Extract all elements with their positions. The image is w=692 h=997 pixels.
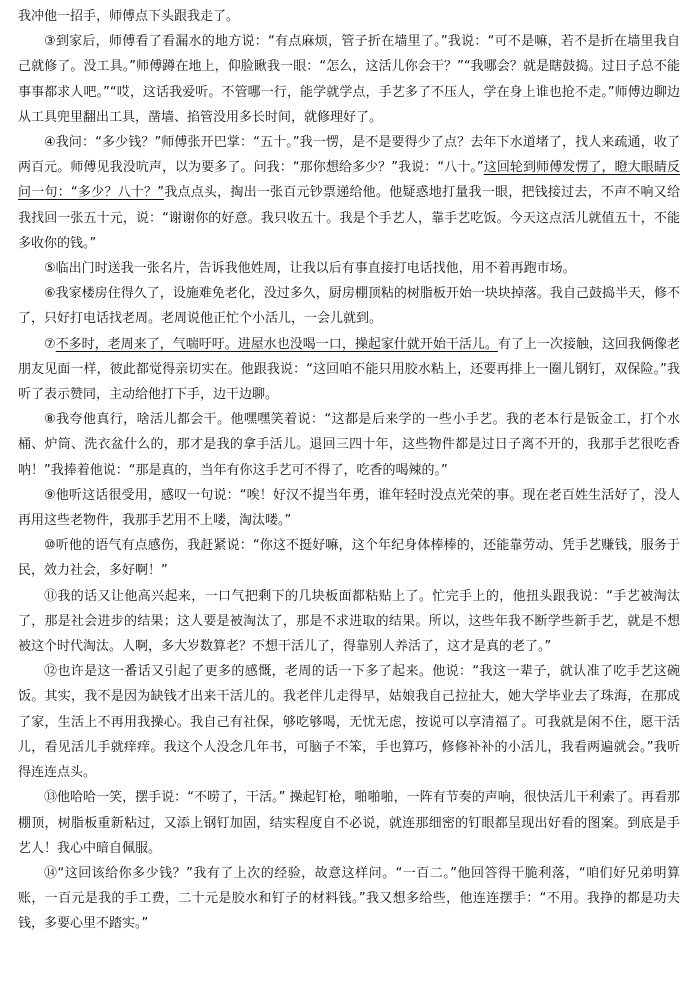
paragraph-13 [18, 785, 680, 861]
paragraph-5 [18, 256, 680, 281]
text-run: ⑧我夸他真行，啥活儿都会干。他嘿嘿笑着说：“这都是后来学的一些小手艺。我的老本行是钣金工，打个水桶、炉筒、洗衣盆什么的，那才是我的拿手活儿。退回三四十年，这些物件都是过日子离不开的，我那手艺很吃香呐！”我捧着他说：“那是真的，当年有你这手艺可不得了，吃香的喝辣的。” [18, 412, 680, 478]
paragraph-10 [18, 533, 680, 583]
underlined-text-run: 这回轮到师傅发愣了，瞪大眼睛反问一句：“多少？八十？” [18, 160, 680, 201]
text-run: ⑭“这回该给你多少钱？”我有了上次的经验，故意这样问。“一百二。”他回答得干脆利落，“咱们好兄弟明算账，一百元是我的手工费，二十元是胶水和钉子的材料钱。”我又想多给些，他连连摆手：“不用。我挣的都是功夫钱，多要心里不踏实。” [18, 865, 680, 932]
paragraph-3 [18, 29, 680, 130]
text-run: ⑫也许是这一番话又引起了更多的感慨，老周的话一下多了起来。他说：“我这一辈子，就认准了吃手艺这碗饭。其实，我不是因为缺钱才出来干活儿的。我老伴儿走得早，姑娘我自己拉扯大，她大学毕业去了珠海，在那成了家，生活上不再用我操心。我自己有社保，够吃够喝，无忧无虑，按说可以享清福了。可我就是闲不住，愿干活儿，看见活儿手就痒痒。我这个人没念几年书，可脑子不笨，手也算巧，修修补补的小活儿，我看两遍就会。”我听得连连点头。 [18, 664, 680, 781]
paragraph-6 [18, 281, 680, 331]
text-run: 有了上一次接触，这回我俩像老朋友见面一样，彼此都觉得亲切实在。他跟我说：“这回咱不能只用胶水粘上，还要再排上一圈儿钢钉，双保险。”我听了表示赞同，主动给他打下手，边干边聊。 [18, 336, 680, 403]
text-run: 我冲他一招手，师傅点下头跟我走了。 [18, 9, 240, 24]
paragraph-12 [18, 659, 680, 785]
text-run: ⑤临出门时送我一张名片，告诉我他姓周，让我以后有事直接打电话找他，用不着再跑市场。 [44, 261, 576, 277]
text-run: ⑨他听这话很受用，感叹一句说：“唉！好汉不提当年勇，谁年轻时没点光荣的事。现在老百姓生活好了，没人再用这些老物件，我那手艺用不上喽，淘汰喽。” [18, 487, 680, 529]
paragraph-9 [18, 483, 680, 533]
paragraph-4 [18, 130, 680, 256]
paragraph-14 [18, 861, 680, 937]
text-run: ⑬他哈哈一笑，摆手说：“不唠了，干活。” 操起钉枪，啪啪啪，一阵有节奏的声响，很快活儿干利索了。再看那棚顶，树脂板重新粘过，又添上钢钉加固，结实程度自不必说，就连那细密的钉眼都呈现出好看的图案。到底是手艺人！我心中暗自佩服。 [18, 790, 680, 856]
text-run: ④我问：“多少钱？”师傅张开巴掌：“五十。”我一愣，是不是要得少了点？去年下水道堵了，找人来疏通，收了两百元。师傅见我没吭声，以为要多了。问我：“那你想给多少？”我说：“八十。” [18, 135, 680, 176]
text-run: ③到家后，师傅看了看漏水的地方说：“有点麻烦，管子折在墙里了。”我说：“可不是嘛，若不是折在墙里我自己就修了。没工具。”师傅蹲在地上，仰脸瞅我一眼：“怎么，这活儿你会干？”“我哪会？就是瞎鼓捣。过日子总不能事事都求人吧。”“哎，这话我爱听。不管哪一行，能学就学点，手艺多了不压人，学在身上谁也抢不走。”师傅边聊边从工具兜里翻出工具，凿墙、掐管没用多长时间，就修理好了。 [18, 34, 680, 125]
text-run: ⑪我的话又让他高兴起来，一口气把剩下的几块板面都粘贴上了。忙完手上的，他扭头跟我说：“手艺被淘汰了，那是社会进步的结果；这人要是被淘汰了，那是不求进取的结果。所以，这些年我不断学些新手艺，就是不想被这个时代淘汰。人啊，多大岁数算老？不想干活儿了，得靠别人养活了，这才是真的老了。” [18, 588, 680, 655]
paragraph-0 [18, 4, 680, 29]
text-run: 我点点头，掏出一张百元钞票递给他。他疑惑地打量我一眼，把钱接过去，不声不响又给我找回一张五十元，说：“谢谢你的好意。我只收五十。我是个手艺人，靠手艺吃饭。今天这点活儿就值五十，不能多收你的钱。” [18, 185, 680, 251]
paragraph-8 [18, 407, 680, 483]
text-run: ⑦ [44, 336, 56, 352]
underlined-text-run: 不多时，老周来了，气喘吁吁。进屋水也没喝一口，操起家什就开始干活儿。 [55, 336, 498, 352]
paragraph-11 [18, 584, 680, 660]
text-run: ⑩听他的语气有点感伤，我赶紧说：“你这不挺好嘛，这个年纪身体棒棒的，还能靠劳动、凭手艺赚钱，服务于民，效力社会，多好啊！” [18, 538, 680, 579]
paragraph-7 [18, 332, 680, 408]
text-run: ⑥我家楼房住得久了，设施难免老化，没过多久，厨房棚顶粘的树脂板开始一块块掉落。我自己鼓捣半天，修不了，只好打电话找老周。老周说他正忙个小活儿，一会儿就到。 [18, 286, 680, 327]
